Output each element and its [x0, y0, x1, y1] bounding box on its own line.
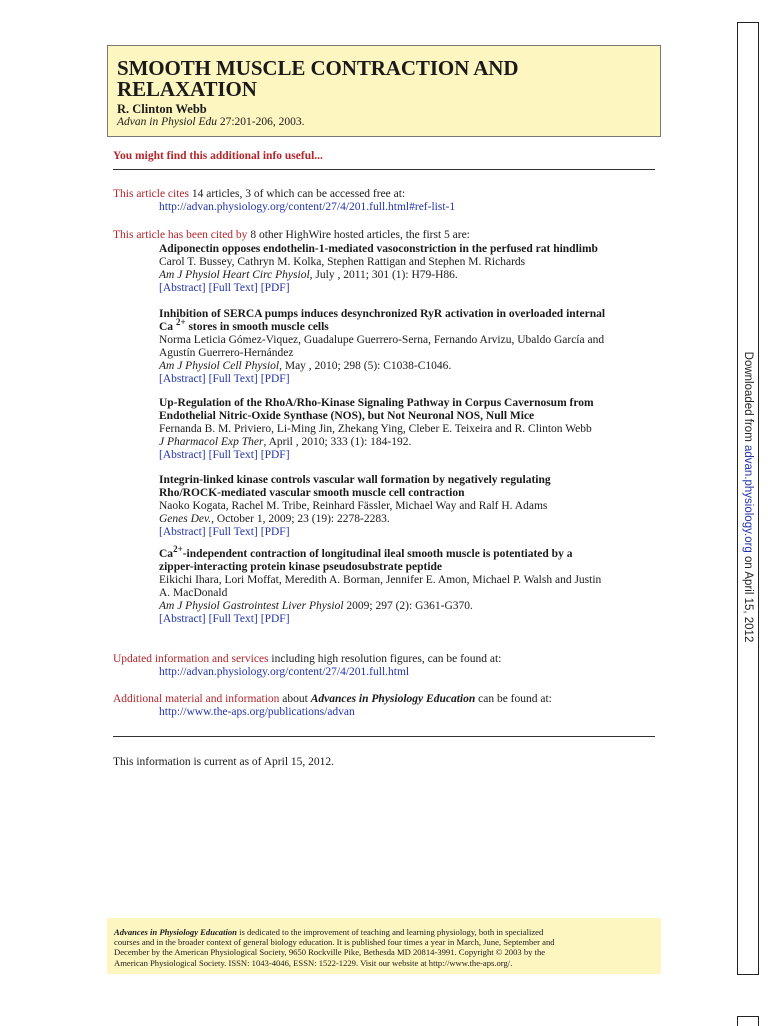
article-2-journal: Am J Physiol Cell Physiol — [159, 360, 280, 372]
additional-material-section — [113, 693, 658, 719]
article-2-authors-line-2: Agustín Guerrero-Hernández — [159, 347, 294, 359]
article-2-title-ca: Ca — [159, 321, 176, 333]
updated-link[interactable]: http://advan.physiology.org/content/27/4/201.full.html — [159, 666, 410, 678]
pdf-link[interactable]: [PDF] — [260, 373, 290, 385]
volume-pages: 27:201-206, 2003. — [216, 116, 305, 128]
article-5-authors-line-2: A. MacDonald — [159, 587, 228, 599]
author: R. Clinton Webb — [117, 102, 207, 116]
article-5-title-rest: -independent contraction of longitudinal ileal smooth muscle is potentiated by a — [182, 548, 573, 560]
cited-by-label[interactable]: This article has been cited by — [113, 229, 248, 241]
cites-text: 14 articles, 3 of which can be accessed free at: — [189, 188, 406, 200]
citing-article-1 — [113, 243, 704, 295]
article-5-title-sup: 2+ — [173, 544, 183, 555]
updated-label[interactable]: Updated information and services — [113, 653, 269, 665]
abstract-link[interactable]: [Abstract] — [159, 526, 206, 538]
header-box — [107, 45, 661, 137]
cites-section — [113, 188, 658, 214]
current-as-of: This information is current as of April 15, 2012. — [113, 756, 335, 768]
full-text-link[interactable]: [Full Text] — [208, 373, 258, 385]
article-4-details: , October 1, 2009; 23 (19): 2278-2283. — [211, 513, 390, 525]
cites-link[interactable]: http://advan.physiology.org/content/27/4/201.full.html#ref-list-1 — [159, 201, 456, 213]
article-1-links — [159, 282, 704, 295]
cited-by-heading — [113, 229, 658, 242]
full-text-link[interactable]: [Full Text] — [208, 526, 258, 538]
article-5-title-line-2: zipper-interacting protein kinase pseudosubstrate peptide — [159, 561, 443, 573]
article-2-links — [159, 373, 704, 386]
article-3-links — [159, 449, 704, 462]
abstract-link[interactable]: [Abstract] — [159, 449, 206, 461]
divider-top — [113, 169, 655, 170]
article-2-title-rest: stores in smooth muscle cells — [185, 321, 329, 333]
download-notice — [742, 352, 754, 643]
full-text-link[interactable]: [Full Text] — [208, 282, 258, 294]
footer-box — [107, 918, 661, 974]
article-1-journal: Am J Physiol Heart Circ Physiol — [159, 269, 310, 281]
article-2-authors-line-1: Norma Leticia Gómez-Viquez, Guadalupe Guerrero-Serna, Fernando Arvizu, Ubaldo García and — [159, 334, 605, 346]
full-text-link[interactable]: [Full Text] — [208, 613, 258, 625]
footer-line-4: American Physiological Society. ISSN: 1043-4046, ESSN: 1522-1229. Visit our website at http://www.the-aps.org/. — [114, 957, 513, 968]
pdf-link[interactable]: [PDF] — [260, 526, 290, 538]
article-3-details: , April , 2010; 333 (1): 184-192. — [263, 436, 412, 448]
download-site-link[interactable]: advan.physiology.org — [742, 444, 754, 553]
article-2-title-line-2 — [159, 317, 704, 334]
download-notice-pre: Downloaded from — [742, 351, 754, 445]
article-4-links — [159, 526, 704, 539]
article-5-title-ca: Ca — [159, 548, 174, 560]
article-4-authors: Naoko Kogata, Rachel M. Tribe, Reinhard Fässler, Michael Way and Ralf H. Adams — [159, 500, 548, 512]
pdf-link[interactable]: [PDF] — [260, 449, 290, 461]
article-5-journal: Am J Physiol Gastrointest Liver Physiol — [159, 600, 344, 612]
article-5-links — [159, 613, 704, 626]
article-1-authors: Carol T. Bussey, Cathryn M. Kolka, Stephen Rattigan and Stephen M. Richards — [159, 256, 526, 268]
footer-line-2: courses and in the broader context of general biology education. It is published four times a year in March, June, September and — [114, 937, 555, 948]
journal-name: Advan in Physiol Edu — [117, 116, 217, 128]
article-3-title-line-1: Up-Regulation of the RhoA/Rho-Kinase Signaling Pathway in Corpus Cavernosum from — [159, 397, 594, 409]
full-text-link[interactable]: [Full Text] — [208, 449, 258, 461]
download-notice-post: on April 15, 2012 — [742, 552, 754, 643]
updated-info-section — [113, 653, 658, 679]
article-4-title-line-2: Rho/ROCK-mediated vascular smooth muscle cell contraction — [159, 487, 465, 499]
article-5-authors-line-1: Eikichi Ihara, Lori Moffat, Meredith A. Borman, Jennifer E. Amon, Michael P. Walsh and Justin — [159, 574, 602, 586]
article-2-details: , May , 2010; 298 (5): C1038-C1046. — [279, 360, 452, 372]
next-page-edge — [737, 1016, 759, 1026]
article-2-title-sup: 2+ — [175, 317, 186, 328]
abstract-link[interactable]: [Abstract] — [159, 613, 206, 625]
cited-by-text: 8 other HighWire hosted articles, the first 5 are: — [247, 229, 470, 241]
citing-article-3 — [113, 397, 704, 462]
pdf-link[interactable]: [PDF] — [260, 613, 290, 625]
title-line-1: SMOOTH MUSCLE CONTRACTION AND — [117, 56, 519, 80]
article-1-title: Adiponectin opposes endothelin-1-mediated vasoconstriction in the perfused rat hindlimb — [159, 243, 598, 255]
article-title — [117, 58, 660, 100]
cites-label[interactable]: This article cites — [113, 188, 189, 200]
footer-line-1: is dedicated to the improvement of teaching and learning physiology, both in specialized — [236, 927, 544, 937]
citing-article-5 — [113, 544, 704, 626]
citing-article-4 — [113, 474, 704, 539]
additional-text-b: can be found at: — [475, 693, 552, 705]
abstract-link[interactable]: [Abstract] — [159, 373, 206, 385]
additional-text-a: about — [279, 693, 311, 705]
article-3-authors: Fernanda B. M. Priviero, Li-Ming Jin, Zhekang Ying, Cleber E. Teixeira and R. Clinton Webb — [159, 423, 592, 435]
article-3-journal: J Pharmacol Exp Ther — [159, 436, 264, 448]
additional-journal: Advances in Physiology Education — [310, 693, 476, 705]
abstract-link[interactable]: [Abstract] — [159, 282, 206, 294]
pdf-link[interactable]: [PDF] — [260, 282, 290, 294]
article-1-details: , July , 2011; 301 (1): H79-H86. — [309, 269, 458, 281]
article-3-title-line-2: Endothelial Nitric-Oxide Synthase (NOS), but Not Neuronal NOS, Null Mice — [159, 410, 535, 422]
footer-journal: Advances in Physiology Education — [114, 927, 237, 937]
divider-bottom — [113, 736, 655, 737]
citation — [117, 116, 660, 129]
article-5-details: 2009; 297 (2): G361-G370. — [343, 600, 473, 612]
info-useful-heading: You might find this additional info useful... — [113, 150, 323, 162]
article-4-title-line-1: Integrin-linked kinase controls vascular wall formation by negatively regulating — [159, 474, 551, 486]
additional-label[interactable]: Additional material and information — [113, 693, 280, 705]
title-line-2: RELAXATION — [117, 77, 257, 101]
article-4-journal: Genes Dev. — [159, 513, 212, 525]
article-2-title-line-1: Inhibition of SERCA pumps induces desynchronized RyR activation in overloaded internal — [159, 308, 606, 320]
updated-text: including high resolution figures, can be found at: — [268, 653, 502, 665]
citing-article-2 — [113, 308, 704, 386]
footer-line-3: December by the American Physiological Society, 9650 Rockville Pike, Bethesda MD 20814-3991. Copyright © 2003 by the — [114, 947, 546, 958]
article-5-title-line-1 — [159, 544, 704, 561]
additional-link[interactable]: http://www.the-aps.org/publications/advan — [159, 706, 355, 718]
